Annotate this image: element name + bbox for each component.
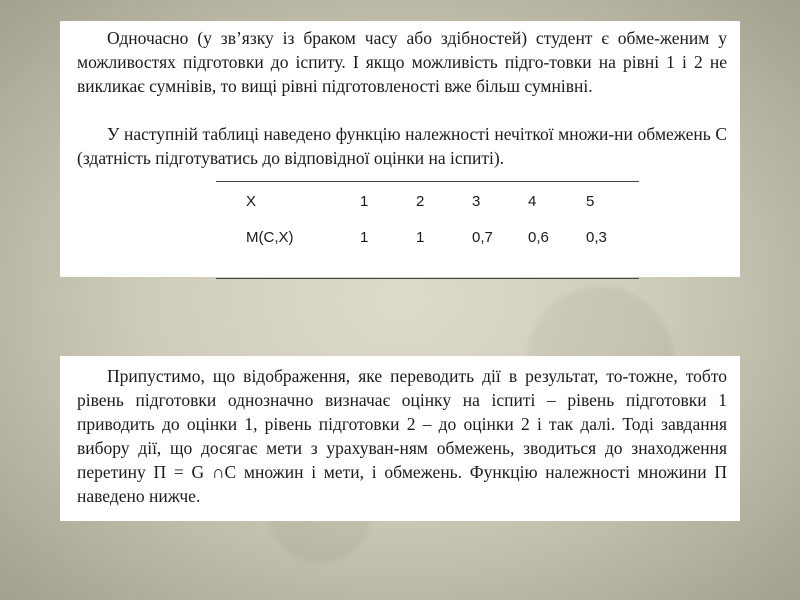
table-header-label: X xyxy=(246,193,257,210)
text-card-top xyxy=(60,21,740,277)
table-cell: 5 xyxy=(586,193,595,210)
paragraph-constraints-intro: Одночасно (у зв’язку із браком часу або здібностей) студент є обме-женим у можливостях підготовки до іспиту. І якщо можливість підго-товки на рівні 1 і 2 не викликає сумнівів, то вищі рівні підготовленості вже більш сумнівні. xyxy=(77,28,727,96)
table-row-label: M(C,X) xyxy=(246,229,294,246)
table-cell: 1 xyxy=(360,193,369,210)
table-row-membership xyxy=(216,226,639,250)
table-cell: 0,3 xyxy=(586,229,607,246)
table-cell: 1 xyxy=(360,229,369,246)
text-card-bottom xyxy=(60,356,740,521)
membership-function-table xyxy=(216,181,639,279)
table-cell: 2 xyxy=(416,193,425,210)
paragraph-intersection: Припустимо, що відображення, яке переводить дії в результат, то-тожне, тобто рівень підготовки однозначно визначає оцінку на іспиті – рівень підготовки 1 приводить до оцінки 1, рівень підготовки 2 – до оцінки 2 і так далі. Тоді завдання вибору дії, що досягає мети з урахуван-ням обмежень, зводиться до знаходження перетину П = G ∩C множин і мети, і обмежень. Функцію належності множини П наведено нижче. xyxy=(77,366,727,506)
table-cell: 1 xyxy=(416,229,425,246)
table-row-x xyxy=(216,190,639,214)
table-cell: 0,7 xyxy=(472,229,493,246)
table-cell: 0,6 xyxy=(528,229,549,246)
table-cell: 3 xyxy=(472,193,481,210)
table-cell: 4 xyxy=(528,193,537,210)
paragraph-table-intro: У наступній таблиці наведено функцію належності нечіткої множи-ни обмежень C (здатність підготуватись до відповідної оцінки на іспиті). xyxy=(77,124,727,168)
